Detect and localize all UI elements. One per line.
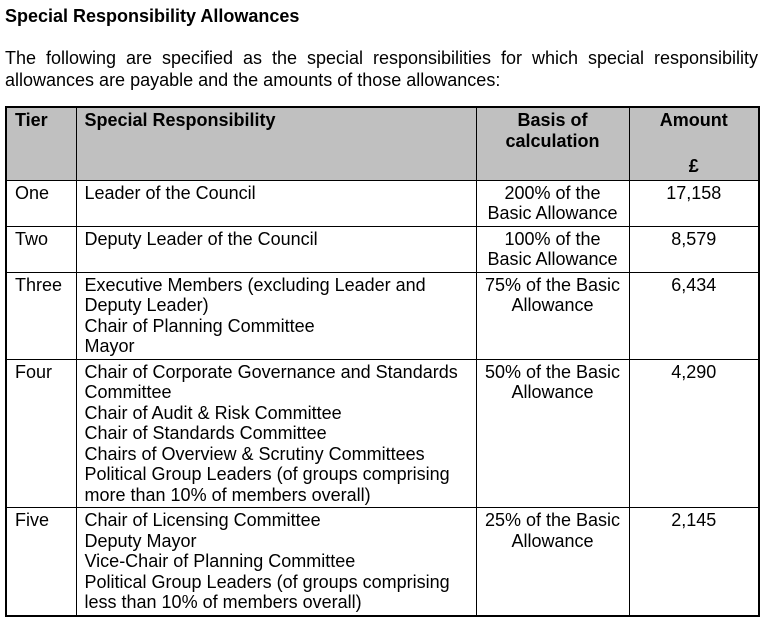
allowances-table (5, 106, 760, 617)
basis-cell (476, 226, 629, 272)
basis-cell (476, 180, 629, 226)
amount-cell (629, 226, 759, 272)
intro-paragraph: The following are specified as the special responsibilities for which special responsibility allowances are payable and the amounts of those allowances: (5, 48, 758, 90)
tier-label: Two (15, 228, 49, 249)
amount-value: 2,145 (671, 510, 717, 530)
table-row (6, 508, 759, 616)
tier-label: Four (15, 361, 53, 382)
table-row (6, 272, 759, 359)
amount-cell (629, 180, 759, 226)
tier-label: One (15, 182, 50, 203)
responsibility-item: Political Group Leaders (of groups comprising less than 10% of members overall) (84, 571, 450, 612)
tier-label: Five (15, 510, 50, 530)
header-amount (629, 107, 759, 180)
amount-cell (629, 359, 759, 508)
responsibility-item: Political Group Leaders (of groups comprising more than 10% of members overall) (84, 464, 450, 505)
basis-label: 25% of the Basic Allowance (484, 510, 621, 551)
responsibility-item: Chair of Standards Committee (84, 423, 327, 443)
responsibility-item: Chair of Licensing Committee (84, 510, 321, 530)
responsibility-cell (76, 180, 476, 226)
responsibility-item: Executive Members (excluding Leader and Deputy Leader) (84, 274, 426, 315)
responsibility-item: Mayor (84, 336, 135, 356)
amount-value: 6,434 (671, 274, 717, 295)
header-responsibility: Special Responsibility (76, 107, 476, 180)
responsibility-cell (76, 508, 476, 616)
amount-value: 4,290 (671, 361, 717, 382)
header-tier: Tier (6, 107, 76, 180)
responsibility-item: Chair of Corporate Governance and Standards Committee (84, 361, 458, 402)
responsibility-item: Leader of the Council (84, 182, 256, 203)
header-currency-symbol: £ (688, 155, 699, 176)
header-amount-label: Amount (659, 110, 728, 130)
table-row (6, 180, 759, 226)
header-row (6, 107, 759, 180)
amount-value: 17,158 (666, 182, 722, 203)
basis-label: 75% of the Basic Allowance (484, 274, 621, 315)
basis-label: 50% of the Basic Allowance (484, 361, 621, 402)
page-title: Special Responsibility Allowances (5, 6, 300, 26)
basis-cell (476, 272, 629, 359)
basis-cell (476, 508, 629, 616)
amount-cell (629, 508, 759, 616)
responsibility-item: Deputy Mayor (84, 530, 197, 551)
responsibility-cell (76, 226, 476, 272)
responsibility-item: Chair of Planning Committee (84, 315, 315, 336)
basis-label: 200% of the Basic Allowance (487, 182, 618, 223)
table-body (6, 180, 759, 616)
responsibility-item: Vice-Chair of Planning Committee (84, 551, 356, 571)
responsibility-item: Chair of Audit & Risk Committee (84, 402, 342, 423)
basis-cell (476, 359, 629, 508)
tier-cell (6, 508, 76, 616)
responsibility-item: Deputy Leader of the Council (84, 228, 318, 249)
table-header (6, 107, 759, 180)
responsibility-cell (76, 272, 476, 359)
amount-value: 8,579 (671, 228, 717, 249)
tier-cell (6, 359, 76, 508)
responsibility-cell (76, 359, 476, 508)
table-row (6, 226, 759, 272)
tier-label: Three (15, 274, 63, 295)
amount-cell (629, 272, 759, 359)
responsibility-item: Chairs of Overview & Scrutiny Committees (84, 443, 425, 464)
tier-cell (6, 226, 76, 272)
tier-cell (6, 272, 76, 359)
table-row (6, 359, 759, 508)
basis-label: 100% of the Basic Allowance (487, 228, 618, 269)
tier-cell (6, 180, 76, 226)
header-basis: Basis of calculation (476, 107, 629, 180)
